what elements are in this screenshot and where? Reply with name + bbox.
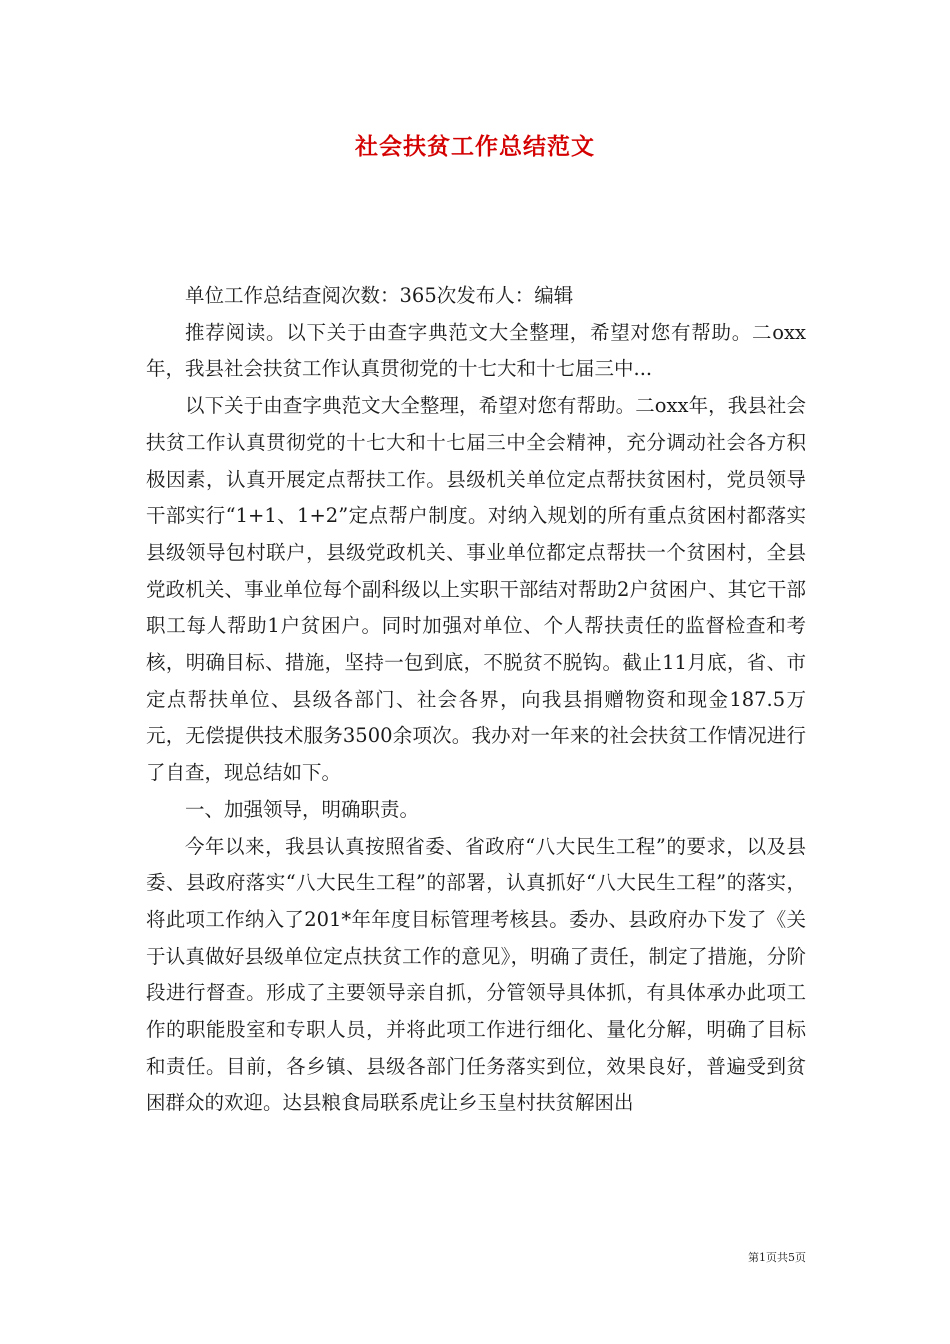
paragraph-recommend: 推荐阅读。以下关于由查字典范文大全整理，希望对您有帮助。二oxx年，我县社会扶贫工作认真贯彻党的十七大和十七届三中... — [146, 320, 806, 381]
section-heading: 一、加强领导，明确职责。 — [185, 797, 420, 821]
page-number: 第1页共5页 — [748, 1251, 806, 1264]
document-title: 社会扶贫工作总结范文 — [355, 133, 595, 160]
paragraph-section-1: 今年以来，我县认真按照省委、省政府“八大民生工程”的要求，以及县委、县政府落实“八大民生工程”的部署，认真抓好“八大民生工程”的落实，将此项工作纳入了201*年年度目标管理考核县。委办、县政府办下发了《关于认真做好县级单位定点扶贫工作的意见》，明确了责任，制定了措施，分阶段进行督查。形成了主要领导亲自抓，分管领导具体抓，有具体承办此项工作的职能股室和专职人员，并将此项工作进行细化、量化分解，明确了目标和责任。目前，各乡镇、县级各部门任务落实到位，效果良好，普遍受到贫困群众的欢迎。达县粮食局联系虎让乡玉皇村扶贫解困出 — [146, 834, 806, 1115]
paragraph-intro: 以下关于由查字典范文大全整理，希望对您有帮助。二oxx年，我县社会扶贫工作认真贯彻党的十七大和十七届三中全会精神，充分调动社会各方积极因素，认真开展定点帮扶工作。县级机关单位定点帮扶贫困村，党员领导干部实行“1+1、1+2”定点帮户制度。对纳入规划的所有重点贫困村都落实县级领导包村联户，县级党政机关、事业单位都定点帮扶一个贫困村，全县党政机关、事业单位每个副科级以上实职干部结对帮助2户贫困户、其它干部职工每人帮助1户贫困户。同时加强对单位、个人帮扶责任的监督检查和考核，明确目标、措施，坚持一包到底，不脱贫不脱钩。截止11月底，省、市定点帮扶单位、县级各部门、社会各界，向我县捐赠物资和现金187.5万元，无偿提供技术服务3500余项次。我办对一年来的社会扶贫工作情况进行了自查，现总结如下。 — [146, 394, 806, 785]
document-body — [146, 278, 806, 1122]
paragraph-meta: 单位工作总结查阅次数：365次发布人：编辑 — [185, 284, 574, 307]
